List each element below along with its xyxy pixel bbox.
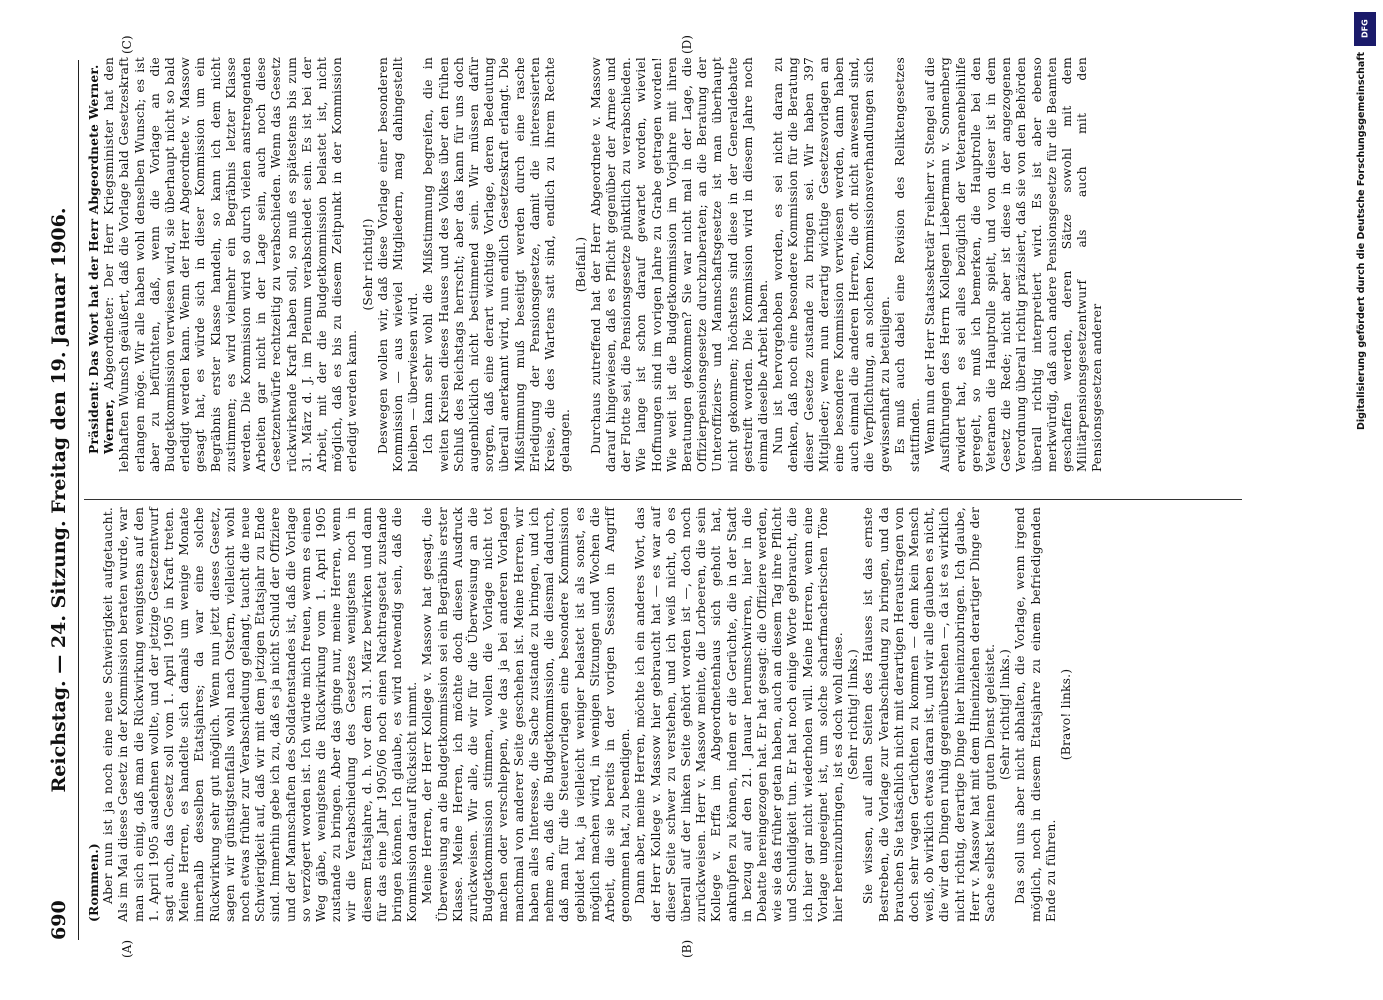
paragraph: Ich kann sehr wohl die Mißstimmung begreifen, die in weiten Kreisen dieses Hauses und des Volkes über den frühen Schluß des Reichstags herrscht; aber das kann für uns doch augenblicklich nicht bestimmend sein. Wir müssen dafür sorgen, daß eine derart wichtige Vorlage, deren Bedeutung überall anerkannt wird, nun endlich Gesetzeskraft erlangt. Die Mißstimmung muß beseitigt werden durch eine rasche Erledigung der Pensionsgesetze, damit die interessierten Kreise, die des Wartens satt sind, endlich zu ihrem Rechte gelangen. [421, 57, 573, 472]
interjection: (Sehr richtig!) [360, 218, 375, 311]
paragraph: Aber nun ist ja noch eine neue Schwierigkeit aufgetaucht. Als im Mai dieses Gesetz in der Kommission beraten wurde, war man sich einig, daß man die Rückwirkung wenigstens auf den 1. April 1905 ausdehnen wollte, und der jetzige Gesetzentwurf sagt auch, das Gesetz soll vom 1. April 1905 in Kraft treten. Meine Herren, es handelte sich damals um wenige Monate innerhalb desselben Etatsjahres; da war eine solche Rückwirkung sehr gut möglich. Wenn nun jetzt dieses Gesetz, sagen wir günstigstenfalls wohl nach Ostern, vielleicht wohl noch etwas früher zur Verabschiedung gelangt, taucht die neue Schwierigkeit auf, daß wir mit dem jetzigen Etatsjahr zu Ende sind. Immerhin gebe ich zu, daß es ja nicht Schuld der Offiziere und der Mannschaften des Soldatenstandes ist, daß die Vorlage so verzögert worden ist. Ich würde mich freuen, wenn es einen Weg gäbe, wenigstens die Rückwirkung vom 1. April 1905 zustande zu bringen. Aber das ginge nur, meine Herren, wenn wir die Verabschiedung des Gesetzes wenigstens noch in diesem Etatsjahre, d. h. vor dem 31. März bewirken und dann für das eine Jahr 1905/06 noch einen Nachtragsetat zustande bringen können. Ich glaube, es wird notwendig sein, daß die Kommission darauf Rücksicht nimmt. [101, 507, 420, 922]
speaker-continuation: (Rommen.) [86, 843, 101, 922]
column-divider [84, 499, 1242, 500]
interjection: (Beifall.) [573, 236, 588, 293]
margin-letter-d: (D) [680, 35, 694, 54]
dfg-notice [1352, 8, 1380, 998]
paragraph: Nun ist hervorgehoben worden, es sei nicht daran zu denken, daß noch eine besondere Kommission für die Beratung dieser Gesetze zustande zu bringen sei. Wir haben 397 Mitglieder; wenn nun derartig wichtige Gesetzesvorlagen an eine besondere Kommission verwiesen werden, dann haben auch einmal die anderen Herren, die oft nicht anwesend sind, die Verpflichtung, an solchen Kommissionsverhandlungen sich gewissenhaft zu beteiligen. [771, 57, 892, 472]
paragraph: Durchaus zutreffend hat der Herr Abgeordnete v. Massow darauf hingewiesen, daß es Pflicht gegenüber der Armee und der Flotte sei, die Pensionsgesetze pünktlich zu verabschieden. Wie lange ist schon darauf gewartet worden, wieviel Hoffnungen sind im vorigen Jahre zu Grabe getragen worden! Wie weit ist die Budgetkommission im Vorjahre mit ihren Beratungen gekommen? Sie war nicht mal in der Lage, die Offizierpensionsgesetze durchzuberaten; an die Beratung der Unteroffiziers- und Mannschaftsgesetze ist man überhaupt nicht gekommen; höchstens sind diese in der Generaldebatte gestreift worden. Die Kommission wird in diesem Jahre noch einmal dieselbe Arbeit haben. [588, 57, 770, 472]
interjection: (Sehr richtig! links.) [998, 648, 1013, 781]
paragraph: Es muß auch dabei eine Revision des Reliktengesetzes stattfinden. [892, 57, 922, 472]
margin-letter-c: (C) [120, 35, 134, 54]
interjection: (Bravo! links.) [1059, 668, 1073, 761]
header-rule [78, 60, 79, 940]
paragraph: Meine Herren, der Herr Kollege v. Massow hat gesagt, die Überweisung an die Budgetkommission sei ein Begräbnis erster Klasse. Meine Herren, ich möchte doch diesen Ausdruck zurückweisen. Wir alle, die wir für die Überweisung an die Budgetkommission stimmen, wollen die Vorlage nicht tot machen oder verschleppen, wie das ja bei anderen Vorlagen manchmal von anderer Seite geschehen ist. Meine Herren, wir haben alles Interesse, die Sache zustande zu bringen, und ich nehme an, daß die Budgetkommission, die diesmal dadurch, daß man für die Steuervorlagen eine besondere Kommission gebildet hat, ja vielleicht weniger belastet ist als sonst, es möglich machen wird, in wenigen Sitzungen und Wochen die Arbeit, die sie bereits in der vorigen Session in Angriff genommen hat, zu beendigen. [420, 507, 633, 922]
paragraph: Wenn nun der Herr Staatssekretär Freiherr v. Stengel auf die Ausführungen des Herrn Kollegen Liebermann v. Sonnenberg erwidert hat, es sei alles bezüglich der Veteranenbeihilfe geregelt, so muß ich bemerken, die Hauptrolle bei den Veteranen die Hauptrolle spielt, und von dieser ist in dem Gesetz die Rede; nicht aber ist diese in der angezogenen Verordnung überall richtig präzisiert, daß sie von den Behörden überall richtig interpretiert wird. Es ist aber ebenso merkwürdig, daß auch andere Pensionsgesetze für die Beamten geschaffen werden, deren Sätze sowohl mit dem Militärpensionsgesetzentwurf als auch mit den Pensionsgesetzen anderer [923, 57, 1105, 472]
dfg-notice-text: Digitalisierung gefördert durch die Deutsche Forschungsgemeinschaft [1356, 52, 1367, 430]
speaker-name: Werner, [101, 398, 117, 454]
page-title: Reichstag. — 24. Sitzung. Freitag den 19. Januar 1906. [48, 207, 70, 793]
dfg-logo: DFG [1354, 12, 1376, 46]
interjection: (Sehr richtig! links.) [846, 648, 861, 781]
left-column [86, 507, 1074, 922]
paragraph: Deswegen wollen wir, daß diese Vorlage einer besonderen Kommission — aus wieviel Mitgliedern, mag dahingestellt bleiben — überwiesen wird. [375, 57, 421, 472]
right-column [86, 57, 1106, 472]
margin-letter-a: (A) [120, 939, 134, 958]
page-number: 690 [48, 900, 70, 940]
paragraph-text: Abgeordneter: Der Herr Kriegsminister hat den lebhaften Wunsch geäußert, daß die Vorlage bald Gesetzeskraft erlangen möge. Wir alle haben wohl denselben Wunsch; es ist aber zu befürchten, daß, wenn die Vorlage an die Budgetkommission verwiesen wird, sie überhaupt nicht so bald erledigt werden kann. Wenn der Herr Abgeordnete v. Massow gesagt hat, es würde sich in dieser Kommission um ein Begräbnis erster Klasse handeln, so kann ich dem nicht zustimmen; es wird vielmehr ein Begräbnis letzter Klasse werden. Die Kommission wird so durch vielen anstrengenden Arbeiten gar nicht in der Lage sein, auch noch diese Gesetzentwürfe rechtzeitig zu verabschieden. Wenn das Gesetz rückwirkende Kraft haben soll, so muß es spätestens bis zum 31. März d. J. im Plenum verabschiedet sein. Es ist bei der Arbeit, mit der die Budgetkommission belastet ist, nicht möglich, daß es bis zu diesem Zeitpunkt in der Kommission erledigt werden kann. [102, 57, 360, 472]
paragraph: Das soll uns aber nicht abhalten, die Vorlage, wenn irgend möglich, noch in diesem Etatsjahre zu einem befriedigenden Ende zu führen. [1013, 507, 1058, 922]
president-line: Präsident: Das Wort hat der Herr Abgeordnete Werner. [86, 64, 101, 454]
margin-letter-b: (B) [680, 939, 694, 958]
paragraph: Dann aber, meine Herren, möchte ich ein anderes Wort, das der Herr Kollege v. Massow hier gebraucht hat — es war auf dieser Seite schwer zu verstehen, und ich weiß nicht, ob es überall auf der linken Seite gehört worden ist —, doch noch zurückweisen. Herr v. Massow meinte, die Lorbeeren, die sein Kollege v. Erffa im Abgeordnetenhaus sich geholt hat, anknüpfen zu können, indem er die Gerüchte, die in der Stadt in bezug auf den 21. Januar herumschwirren, hier in die Debatte hereingezogen hat. Er hat gesagt: die Offiziere werden, wie sie das früher getan haben, auch an diesem Tag ihre Pflicht und Schuldigkeit tun. Er hat noch einige Worte gebraucht, die ich hier gar nicht wiederholen will. Meine Herren, wenn eine Vorlage ungeeignet ist, um solche scharfmacherischen Töne hier hereinzubringen, ist es doch wohl diese. [633, 507, 845, 922]
paragraph: Sie wissen, auf allen Seiten des Hauses ist das ernste Bestreben, die Vorlage zur Verabschiedung zu bringen, und da brauchen Sie tatsächlich nicht mit derartigen Heraustragen von doch sehr vagen Gerüchten zu kommen — denn kein Mensch weiß, ob wirklich etwas daran ist, und wir alle glauben es nicht, die wir den Dingen ruhig gegenüberstehen —, da ist es wirklich nicht richtig, derartige Dinge hier hineinzubringen. Ich glaube, Herr v. Massow hat mit dem Hineinziehen derartiger Dinge der Sache selbst keinen guten Dienst geleistet. [861, 507, 997, 922]
paragraph [101, 57, 360, 472]
page-header [44, 60, 74, 940]
